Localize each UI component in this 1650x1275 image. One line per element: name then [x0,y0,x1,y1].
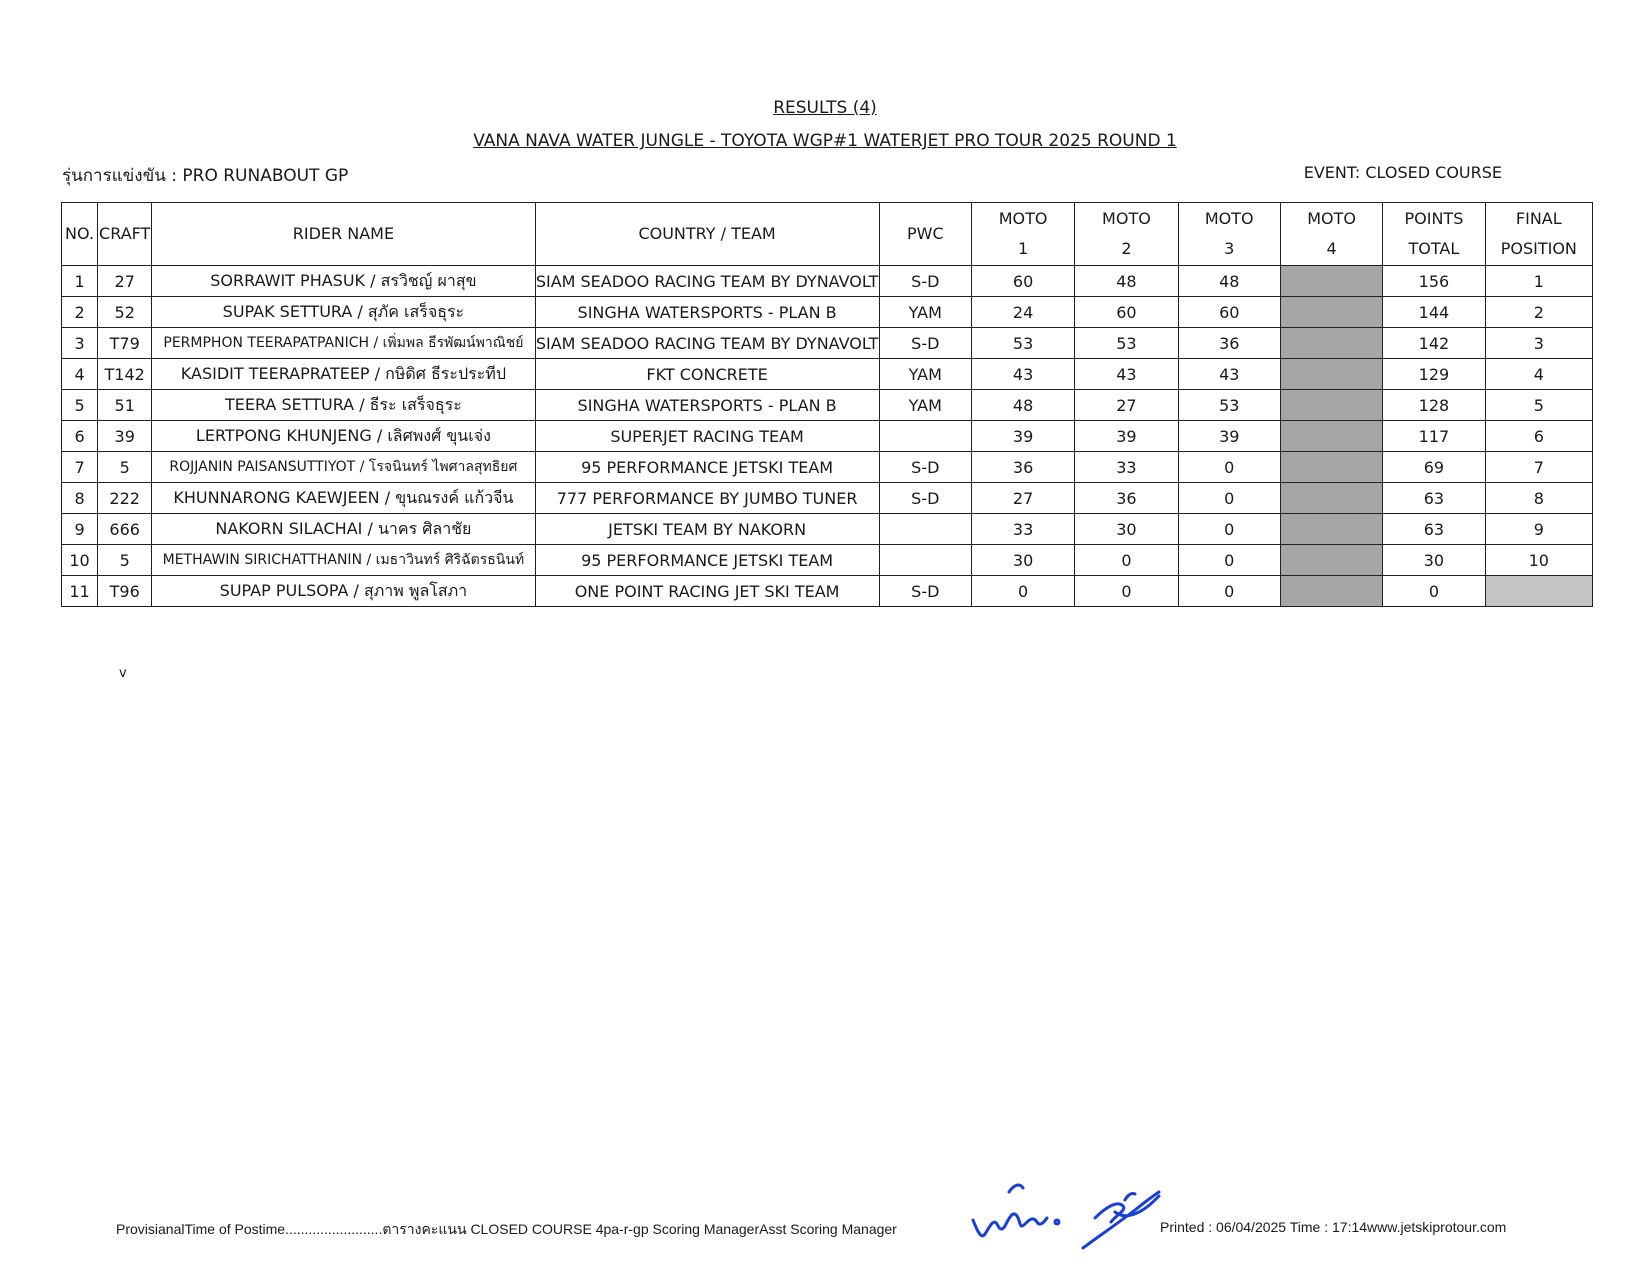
table-row [62,514,1593,545]
cell-craft: 666 [98,514,152,545]
cell-points-total: 63 [1383,483,1485,514]
cell-rider: SUPAP PULSOPA / สุภาพ พูลโสภา [152,576,535,607]
cell-points-total: 63 [1383,514,1485,545]
signature-image [965,1172,1175,1260]
cell-team: SIAM SEADOO RACING TEAM BY DYNAVOLT [535,328,879,359]
cell-final-position: 7 [1485,452,1592,483]
cell-moto-4 [1280,576,1382,607]
cell-final-position [1485,576,1592,607]
cell-moto-2: 60 [1075,297,1178,328]
cell-final-position: 9 [1485,514,1592,545]
cell-craft: 27 [98,266,152,297]
cell-moto-1: 36 [971,452,1074,483]
cell-rider: NAKORN SILACHAI / นาคร ศิลาชัย [152,514,535,545]
cell-no: 9 [62,514,98,545]
col-pwc: PWC [879,203,971,266]
event-title: VANA NAVA WATER JUNGLE - TOYOTA WGP#1 WATERJET PRO TOUR 2025 ROUND 1 [473,131,1177,151]
cell-no: 2 [62,297,98,328]
cell-final-position: 5 [1485,390,1592,421]
footer-left: ProvisianalTime of Postime.........................ตารางคะแนน CLOSED COURSE 4pa-r-gp Scoring ManagerAsst Scoring Manager [116,1221,897,1237]
cell-no: 11 [62,576,98,607]
cell-pwc: YAM [879,297,971,328]
cell-moto-4 [1280,359,1382,390]
table-row [62,576,1593,607]
cell-final-position: 1 [1485,266,1592,297]
col-points-total: POINTS TOTAL [1383,203,1485,266]
cell-points-total: 117 [1383,421,1485,452]
cell-pwc: YAM [879,359,971,390]
cell-moto-1: 39 [971,421,1074,452]
col-rider: RIDER NAME [152,203,535,266]
cell-moto-4 [1280,483,1382,514]
cell-moto-3: 39 [1178,421,1280,452]
cell-points-total: 0 [1383,576,1485,607]
cell-moto-4 [1280,266,1382,297]
cell-craft: 5 [98,452,152,483]
results-title: RESULTS (4) [773,98,877,118]
cell-moto-3: 0 [1178,576,1280,607]
cell-team: ONE POINT RACING JET SKI TEAM [535,576,879,607]
table-row [62,297,1593,328]
cell-moto-3: 0 [1178,545,1280,576]
col-team: COUNTRY / TEAM [535,203,879,266]
cell-team: 777 PERFORMANCE BY JUMBO TUNER [535,483,879,514]
cell-rider: ROJJANIN PAISANSUTTIYOT / โรจนินทร์ ไพศาลสุทธิยศ [152,452,535,483]
cell-moto-1: 53 [971,328,1074,359]
cell-moto-2: 30 [1075,514,1178,545]
cell-points-total: 144 [1383,297,1485,328]
cell-pwc [879,514,971,545]
cell-craft: 5 [98,545,152,576]
cell-final-position: 3 [1485,328,1592,359]
cell-final-position: 10 [1485,545,1592,576]
cell-moto-1: 0 [971,576,1074,607]
cell-pwc: S-D [879,328,971,359]
class-line [62,162,348,189]
table-row [62,452,1593,483]
cell-moto-3: 0 [1178,514,1280,545]
col-moto-2: MOTO 2 [1075,203,1178,266]
col-moto-1: MOTO 1 [971,203,1074,266]
cell-no: 6 [62,421,98,452]
cell-moto-3: 60 [1178,297,1280,328]
cell-no: 10 [62,545,98,576]
cell-pwc: S-D [879,266,971,297]
cell-points-total: 156 [1383,266,1485,297]
footer [116,1219,1507,1241]
cell-moto-3: 0 [1178,483,1280,514]
cell-pwc: S-D [879,483,971,514]
cell-craft: 39 [98,421,152,452]
cell-moto-3: 43 [1178,359,1280,390]
cell-rider: METHAWIN SIRICHATTHANIN / เมธาวินทร์ ศิริฉัตรธนินท์ [152,545,535,576]
cell-craft: 51 [98,390,152,421]
cell-rider: SORRAWIT PHASUK / สรวิชญ์ ผาสุข [152,266,535,297]
cell-points-total: 30 [1383,545,1485,576]
cell-team: SIAM SEADOO RACING TEAM BY DYNAVOLT [535,266,879,297]
cell-moto-4 [1280,545,1382,576]
cell-no: 7 [62,452,98,483]
cell-craft: T142 [98,359,152,390]
cell-points-total: 128 [1383,390,1485,421]
cell-moto-1: 43 [971,359,1074,390]
cell-no: 5 [62,390,98,421]
cell-moto-2: 0 [1075,576,1178,607]
cell-moto-2: 39 [1075,421,1178,452]
cell-moto-1: 27 [971,483,1074,514]
cell-rider: KHUNNARONG KAEWJEEN / ขุนณรงค์ แก้วจีน [152,483,535,514]
cell-no: 3 [62,328,98,359]
cell-moto-4 [1280,514,1382,545]
cell-team: 95 PERFORMANCE JETSKI TEAM [535,452,879,483]
cell-craft: T96 [98,576,152,607]
cell-rider: PERMPHON TEERAPATPANICH / เพิ่มพล ธีรพัฒน์พาณิชย์ [152,328,535,359]
cell-moto-1: 24 [971,297,1074,328]
table-row [62,421,1593,452]
class-value: PRO RUNABOUT GP [182,166,349,186]
cell-moto-4 [1280,297,1382,328]
cell-moto-2: 36 [1075,483,1178,514]
cell-team: SINGHA WATERSPORTS - PLAN B [535,390,879,421]
table-row [62,328,1593,359]
col-moto-4: MOTO 4 [1280,203,1382,266]
cell-moto-2: 53 [1075,328,1178,359]
cell-moto-1: 33 [971,514,1074,545]
col-moto-3: MOTO 3 [1178,203,1280,266]
cell-no: 8 [62,483,98,514]
table-row [62,390,1593,421]
cell-moto-2: 48 [1075,266,1178,297]
cell-craft: 52 [98,297,152,328]
cell-points-total: 69 [1383,452,1485,483]
table-row [62,545,1593,576]
cell-final-position: 4 [1485,359,1592,390]
cell-no: 4 [62,359,98,390]
cell-pwc [879,545,971,576]
class-label: รุ่นการแข่งขัน : [62,166,177,186]
cell-moto-3: 0 [1178,452,1280,483]
cell-moto-2: 33 [1075,452,1178,483]
footer-printed: Printed : 06/04/2025 Time : 17:14www.jetskiprotour.com [1160,1219,1507,1235]
cell-team: SINGHA WATERSPORTS - PLAN B [535,297,879,328]
cell-moto-3: 36 [1178,328,1280,359]
cell-pwc [879,421,971,452]
cell-moto-4 [1280,421,1382,452]
cell-final-position: 8 [1485,483,1592,514]
cell-team: SUPERJET RACING TEAM [535,421,879,452]
col-craft: CRAFT [98,203,152,266]
cell-craft: T79 [98,328,152,359]
cell-no: 1 [62,266,98,297]
cell-pwc: S-D [879,576,971,607]
cell-moto-2: 43 [1075,359,1178,390]
table-row [62,483,1593,514]
cell-team: JETSKI TEAM BY NAKORN [535,514,879,545]
col-final-position: FINAL POSITION [1485,203,1592,266]
cell-moto-4 [1280,328,1382,359]
event-type: EVENT: CLOSED COURSE [1303,163,1502,182]
cell-points-total: 142 [1383,328,1485,359]
note-mark: v [119,666,127,681]
cell-team: FKT CONCRETE [535,359,879,390]
cell-moto-1: 60 [971,266,1074,297]
cell-rider: LERTPONG KHUNJENG / เลิศพงศ์ ขุนเจ่ง [152,421,535,452]
table-row [62,359,1593,390]
col-no: NO. [62,203,98,266]
cell-moto-1: 48 [971,390,1074,421]
cell-moto-4 [1280,390,1382,421]
cell-moto-4 [1280,452,1382,483]
cell-moto-1: 30 [971,545,1074,576]
cell-moto-3: 53 [1178,390,1280,421]
cell-rider: TEERA SETTURA / ธีระ เสร็จธุระ [152,390,535,421]
cell-moto-2: 0 [1075,545,1178,576]
cell-craft: 222 [98,483,152,514]
cell-rider: SUPAK SETTURA / สุภัค เสร็จธุระ [152,297,535,328]
cell-pwc: S-D [879,452,971,483]
cell-final-position: 6 [1485,421,1592,452]
cell-rider: KASIDIT TEERAPRATEEP / กษิดิศ ธีระประทีป [152,359,535,390]
cell-moto-3: 48 [1178,266,1280,297]
cell-moto-2: 27 [1075,390,1178,421]
cell-final-position: 2 [1485,297,1592,328]
cell-pwc: YAM [879,390,971,421]
table-row [62,266,1593,297]
cell-points-total: 129 [1383,359,1485,390]
header-row [62,203,1593,266]
cell-team: 95 PERFORMANCE JETSKI TEAM [535,545,879,576]
results-table [61,202,1593,607]
